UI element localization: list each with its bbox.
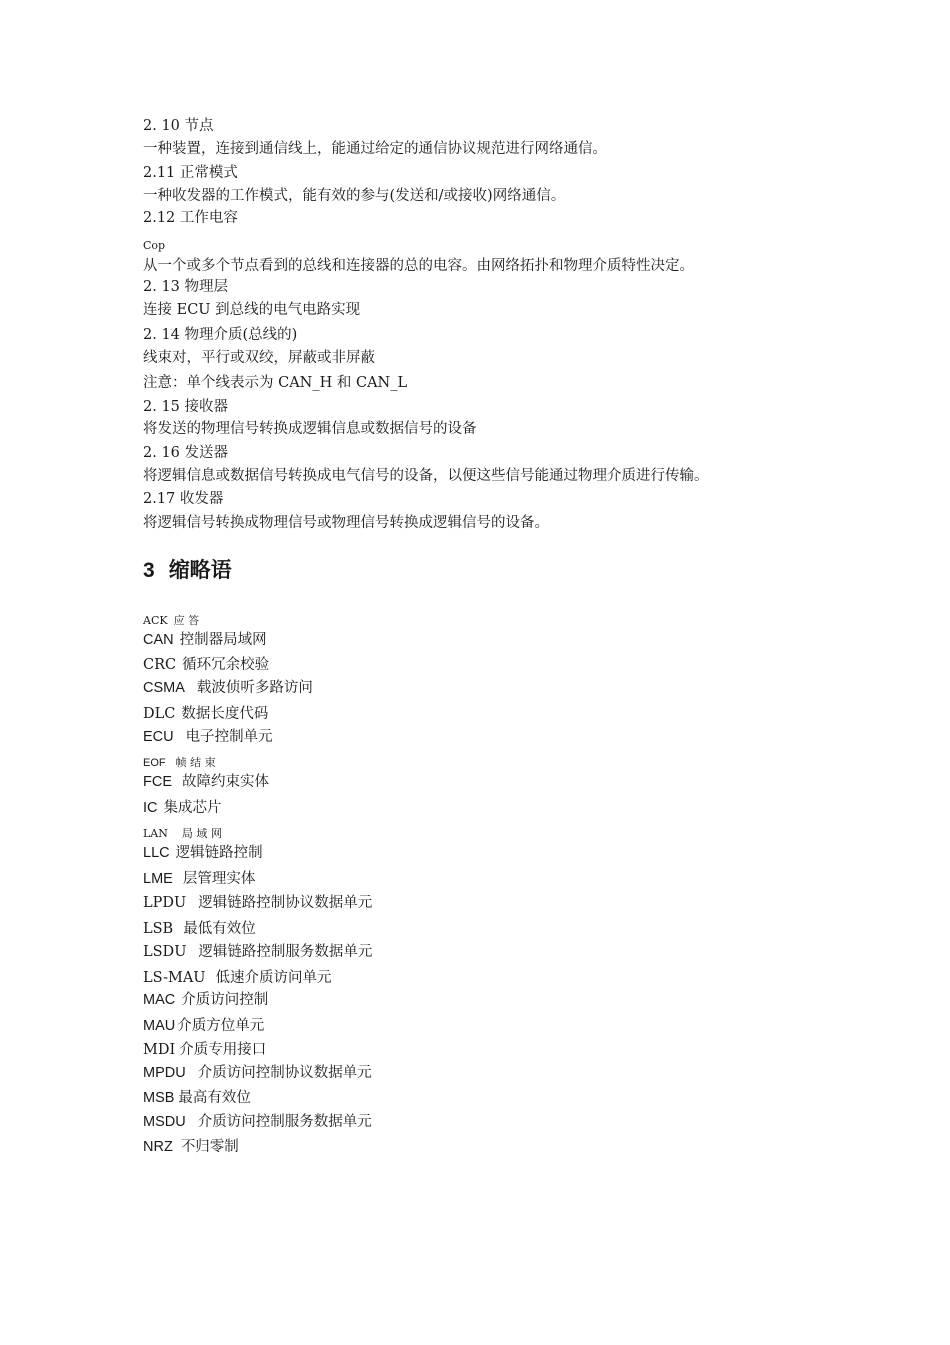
abbr-meaning: 局 域 网 — [181, 827, 222, 840]
abbr-meaning: 逻辑链路控制协议数据单元 — [198, 895, 373, 911]
abbr-meaning: 低速介质访问单元 — [215, 970, 332, 986]
abbr-code: FCE — [143, 774, 172, 790]
abbr-code: CRC — [143, 657, 177, 673]
term-heading-2-14: 2. 14 物理介质(总线的) — [143, 327, 298, 343]
abbr-item — [143, 1041, 266, 1059]
term-heading-2-17: 2.17 收发器 — [143, 491, 224, 507]
abbr-meaning: 集成芯片 — [163, 800, 222, 816]
abbr-item — [143, 870, 255, 888]
term-heading-2-13: 2. 13 物理层 — [143, 279, 229, 295]
abbr-item — [143, 920, 256, 938]
term-definition-2-10: 一种装置，连接到通信线上，能通过给定的通信协议规范进行网络通信。 — [143, 141, 607, 157]
term-heading-2-12: 2.12 工作电容 — [143, 210, 238, 226]
abbr-meaning: 介质访问控制 — [181, 992, 269, 1008]
abbr-item — [143, 679, 313, 697]
abbr-item — [143, 825, 222, 843]
abbr-item — [143, 1089, 251, 1107]
abbr-item — [143, 844, 263, 862]
abbr-meaning: 最低有效位 — [183, 921, 256, 937]
abbr-code: MPDU — [143, 1065, 186, 1081]
abbr-item — [143, 773, 269, 791]
abbr-meaning: 故障约束实体 — [182, 774, 269, 790]
term-note-2-14: 注意：单个线表示为 CAN_H 和 CAN_L — [143, 375, 408, 391]
abbr-meaning: 控制器局域网 — [179, 632, 267, 648]
abbr-item — [143, 728, 273, 746]
term-definition-2-14: 线束对，平行或双绞，屏蔽或非屏蔽 — [143, 350, 375, 366]
abbr-code: LSDU — [143, 944, 187, 960]
abbr-meaning: 层管理实体 — [182, 871, 256, 887]
term-definition-2-12: 从一个或多个节点看到的总线和连接器的总的电容。由网络拓扑和物理介质特性决定。 — [143, 258, 694, 274]
term-definition-2-11: 一种收发器的工作模式，能有效的参与(发送和/或接收)网络通信。 — [143, 188, 566, 204]
term-heading-2-15: 2. 15 接收器 — [143, 399, 229, 415]
abbr-code: MDI — [143, 1042, 176, 1058]
abbr-meaning: 介质方位单元 — [177, 1018, 265, 1034]
abbr-meaning: 载波侦听多路访问 — [196, 680, 313, 696]
abbr-item — [143, 656, 269, 674]
abbr-code: LSB — [143, 921, 174, 937]
section-number: 3 — [143, 559, 155, 582]
abbr-meaning: 逻辑链路控制服务数据单元 — [198, 944, 373, 960]
abbr-item — [143, 612, 199, 630]
abbr-meaning: 应 答 — [173, 614, 200, 627]
abbr-item — [143, 969, 332, 987]
abbr-code: LME — [143, 871, 173, 887]
abbr-item — [143, 631, 267, 649]
term-definition-2-15: 将发送的物理信号转换成逻辑信息或数据信号的设备 — [143, 421, 477, 437]
abbr-item — [143, 1017, 264, 1035]
abbr-meaning: 逻辑链路控制 — [175, 845, 263, 861]
abbr-code: DLC — [143, 706, 176, 722]
abbr-item — [143, 1113, 372, 1131]
abbr-meaning: 介质访问控制服务数据单元 — [197, 1114, 372, 1130]
abbr-code: MSDU — [143, 1114, 186, 1130]
abbr-code: CAN — [143, 632, 174, 648]
term-definition-2-13: 连接 ECU 到总线的电气电路实现 — [143, 302, 361, 318]
abbr-code: MAC — [143, 992, 176, 1008]
abbr-code: NRZ — [143, 1139, 173, 1155]
abbr-meaning: 循环冗余校验 — [182, 657, 270, 673]
term-definition-2-17: 将逻辑信号转换成物理信号或物理信号转换成逻辑信号的设备。 — [143, 515, 549, 531]
abbr-code: LAN — [143, 827, 168, 840]
abbr-item — [143, 754, 216, 772]
abbr-meaning: 帧 结 束 — [175, 756, 216, 769]
abbr-meaning: 电子控制单元 — [185, 729, 273, 745]
abbr-meaning: 最高有效位 — [178, 1090, 251, 1106]
term-heading-2-11: 2.11 正常模式 — [143, 165, 238, 181]
term-heading-2-10: 2. 10 节点 — [143, 118, 214, 134]
abbr-code: MAU — [143, 1018, 176, 1034]
abbr-item — [143, 894, 372, 912]
abbr-code: CSMA — [143, 680, 185, 696]
abbr-item — [143, 1064, 372, 1082]
abbr-code: LS-MAU — [143, 970, 206, 986]
abbr-code: LPDU — [143, 895, 187, 911]
term-symbol-cop: Cop — [143, 239, 166, 252]
abbr-item — [143, 943, 372, 961]
section-title: 缩略语 — [168, 559, 232, 582]
term-definition-2-16: 将逻辑信息或数据信号转换成电气信号的设备，以便这些信号能通过物理介质进行传输。 — [143, 468, 709, 484]
term-heading-2-16: 2. 16 发送器 — [143, 445, 229, 461]
abbr-item — [143, 799, 222, 817]
abbr-code: MSB — [143, 1090, 175, 1106]
abbr-meaning: 数据长度代码 — [181, 706, 269, 722]
abbr-meaning: 不归零制 — [180, 1139, 239, 1155]
abbr-code: EOF — [143, 757, 166, 769]
section-heading — [143, 558, 232, 584]
abbr-meaning: 介质专用接口 — [179, 1042, 267, 1058]
abbr-code: LLC — [143, 845, 170, 861]
abbr-meaning: 介质访问控制协议数据单元 — [197, 1065, 372, 1081]
abbr-code: ACK — [143, 614, 168, 627]
abbr-item — [143, 991, 268, 1009]
abbr-code: ECU — [143, 729, 174, 745]
abbr-item — [143, 1138, 239, 1156]
abbr-code: IC — [143, 800, 158, 816]
abbr-item — [143, 705, 268, 723]
